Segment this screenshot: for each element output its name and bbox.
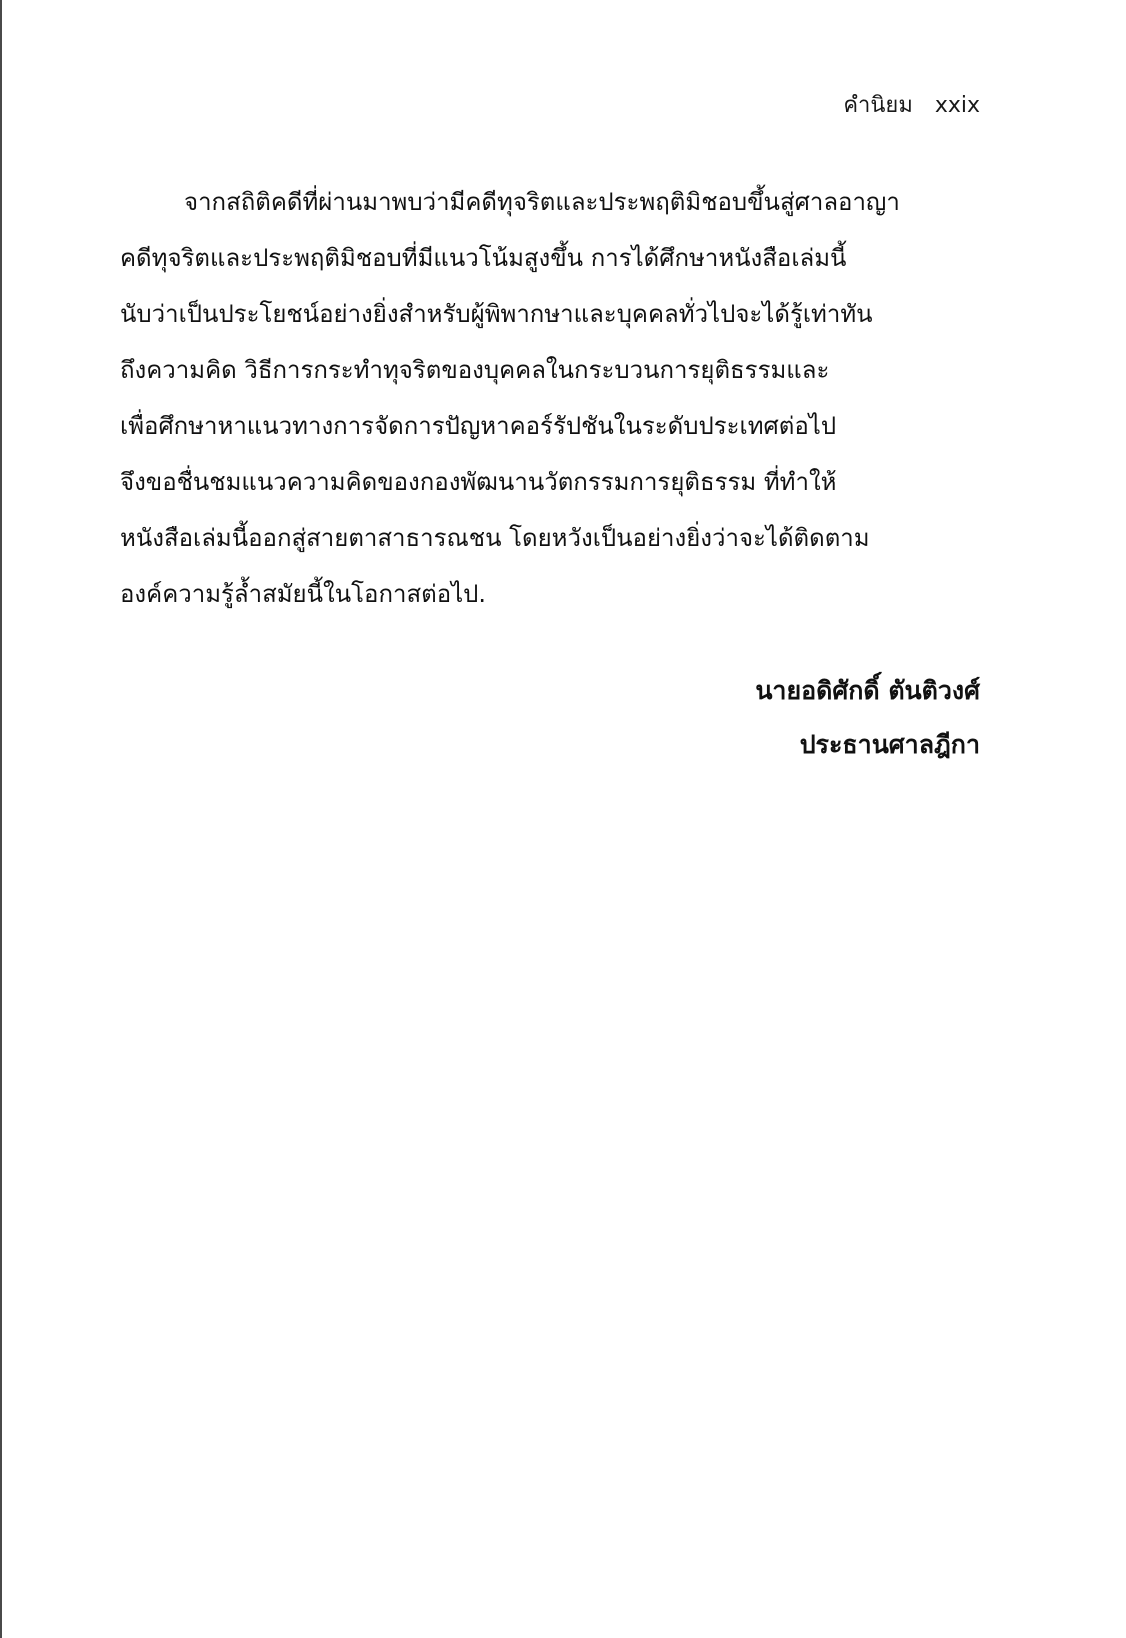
signature-block [755, 664, 980, 772]
body-paragraph [120, 174, 982, 622]
paragraph-line: คดีทุจริตและประพฤติมิชอบที่มีแนวโน้มสูงขึ้น การได้ศึกษาหนังสือเล่มนี้ [120, 244, 847, 272]
signatory-name: นายอดิศักดิ์ ตันติวงศ์ [755, 676, 980, 705]
running-header [843, 90, 980, 122]
paragraph-line: จากสถิติคดีที่ผ่านมาพบว่ามีคดีทุจริตและประพฤติมิชอบขึ้นสู่ศาลอาญา [184, 188, 900, 216]
signatory-title: ประธานศาลฎีกา [799, 730, 980, 759]
paragraph-line: นับว่าเป็นประโยชน์อย่างยิ่งสำหรับผู้พิพากษาและบุคคลทั่วไปจะได้รู้เท่าทัน [120, 300, 873, 328]
paragraph-line: เพื่อศึกษาหาแนวทางการจัดการปัญหาคอร์รัปชันในระดับประเทศต่อไป [120, 412, 837, 440]
page-edge [0, 0, 2, 1638]
page-number: xxix [934, 93, 980, 118]
paragraph-line: หนังสือเล่มนี้ออกสู่สายตาสาธารณชน โดยหวังเป็นอย่างยิ่งว่าจะได้ติดตาม [120, 524, 870, 552]
paragraph-line: ถึงความคิด วิธีการกระทำทุจริตของบุคคลในกระบวนการยุติธรรมและ [120, 356, 830, 384]
section-name: คำนิยม [843, 93, 913, 118]
paragraph-line: องค์ความรู้ล้ำสมัยนี้ในโอกาสต่อไป. [120, 580, 487, 608]
paragraph-line: จึงขอชื่นชมแนวความคิดของกองพัฒนานวัตกรรมการยุติธรรม ที่ทำให้ [120, 468, 837, 496]
